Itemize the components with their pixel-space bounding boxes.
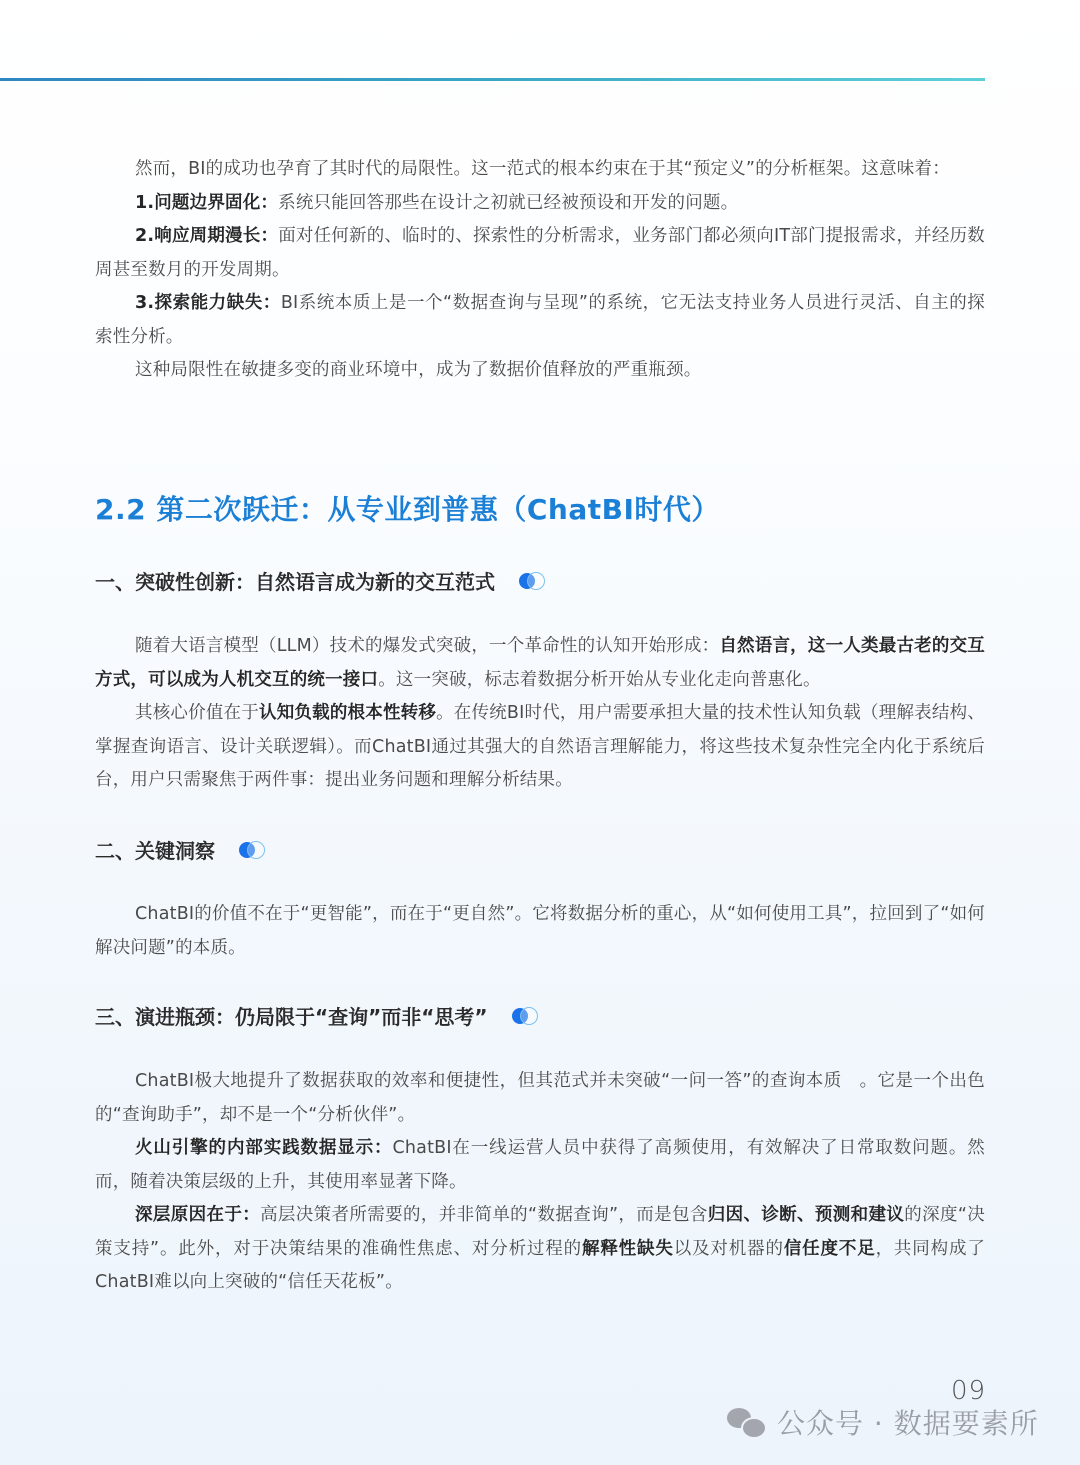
page-number: 09	[951, 1376, 987, 1406]
bold-text: 归因、诊断、预测和建议	[707, 1205, 905, 1225]
toggle-circle-icon	[239, 840, 269, 860]
subsection-title-3	[95, 1001, 542, 1030]
paragraph	[95, 697, 985, 798]
subsection-title-1	[95, 566, 549, 595]
text: 以及对机器的	[673, 1238, 784, 1259]
list-item	[95, 220, 985, 287]
list-item-label: 1.问题边界固化：	[135, 192, 279, 213]
intro-section	[95, 153, 985, 388]
subsection-title-text: 三、演进瓶颈：仍局限于“查询”而非“思考”	[95, 1005, 488, 1029]
list-item	[95, 187, 985, 221]
subsection-title-2	[95, 835, 269, 864]
text: 其核心价值在于	[135, 703, 259, 723]
bold-text: 解释性缺失	[581, 1238, 674, 1259]
watermark-text: 公众号 · 数据要素所	[777, 1407, 1039, 1440]
text: 随着大语言模型（LLM）技术的爆发式突破，一个革命性的认知开始形成：	[135, 636, 720, 656]
toggle-circle-icon	[512, 1006, 542, 1026]
toggle-circle-icon	[519, 571, 549, 591]
list-item	[95, 287, 985, 354]
text: 的深度“决策支持”。此外，对于决策结果的准确性焦虑、对分析过程的	[95, 1205, 985, 1259]
bold-text: 深层原因在于：	[135, 1205, 261, 1225]
text: ，共同构成了ChatBI难以向上突破的“信任天花板”。	[95, 1238, 986, 1292]
text: 。在传统BI时代，用户需要承担大量的技术性认知负载（理解表结构、掌握查询语言、设计关联逻辑）。而ChatBI通过其强大的自然语言理解能力，将这些技术复杂性完全内化于系统后台，用户只需聚焦于两件事：提出业务问题和理解分析结果。	[95, 703, 985, 790]
subsection-1-body	[95, 630, 985, 798]
list-item-label: 2.响应周期漫长：	[135, 226, 279, 246]
header-divider	[0, 78, 985, 81]
paragraph	[95, 1199, 985, 1300]
paragraph: ChatBI的价值不在于“更智能”，而在于“更自然”。它将数据分析的重心，从“如何使用工具”，拉回到了“如何解决问题”的本质。	[95, 904, 985, 958]
bold-text: 火山引擎的内部实践数据显示：	[135, 1138, 393, 1158]
paragraph	[95, 630, 985, 697]
bold-text: 信任度不足	[783, 1238, 876, 1259]
subsection-title-text: 二、关键洞察	[95, 839, 215, 863]
text: 高层决策者所需要的，并非简单的“数据查询”，而是包含	[260, 1205, 708, 1225]
paragraph: 然而，BI的成功也孕育了其时代的局限性。这一范式的根本约束在于其“预定义”的分析框架。这意味着：	[135, 159, 950, 179]
bold-text: 认知负载的根本性转移	[258, 703, 437, 723]
text: 。这一突破，标志着数据分析开始从专业化走向普惠化。	[378, 669, 821, 690]
subsection-title-text: 一、突破性创新：自然语言成为新的交互范式	[95, 570, 495, 594]
text: ChatBI在一线运营人员中获得了高频使用，有效解决了日常取数问题。然而，随着决策层级的上升，其使用率显著下降。	[95, 1138, 985, 1192]
paragraph: ChatBI极大地提升了数据获取的效率和便捷性，但其范式并未突破“一问一答”的查询本质 。它是一个出色的“查询助手”，却不是一个“分析伙伴”。	[95, 1071, 985, 1125]
paragraph	[95, 1132, 985, 1199]
list-item-text: 面对任何新的、临时的、探索性的分析需求，业务部门都必须向IT部门提报需求，并经历数周甚至数月的开发周期。	[95, 226, 985, 280]
list-item-text: BI系统本质上是一个“数据查询与呈现”的系统，它无法支持业务人员进行灵活、自主的探索性分析。	[95, 293, 985, 347]
bold-text: 自然语言，这一人类最古老的交互方式，可以成为人机交互的统一接口	[95, 636, 985, 690]
subsection-3-body	[95, 1065, 985, 1300]
wechat-icon	[727, 1406, 767, 1438]
section-title: 2.2 第二次跃迁：从专业到普惠（ChatBI时代）	[95, 493, 720, 526]
subsection-2-body	[95, 898, 985, 965]
paragraph: 这种局限性在敏捷多变的商业环境中，成为了数据价值释放的严重瓶颈。	[135, 360, 702, 380]
list-item-text: 系统只能回答那些在设计之初就已经被预设和开发的问题。	[278, 192, 739, 213]
watermark	[727, 1402, 1039, 1442]
list-item-label: 3.探索能力缺失：	[135, 293, 281, 313]
